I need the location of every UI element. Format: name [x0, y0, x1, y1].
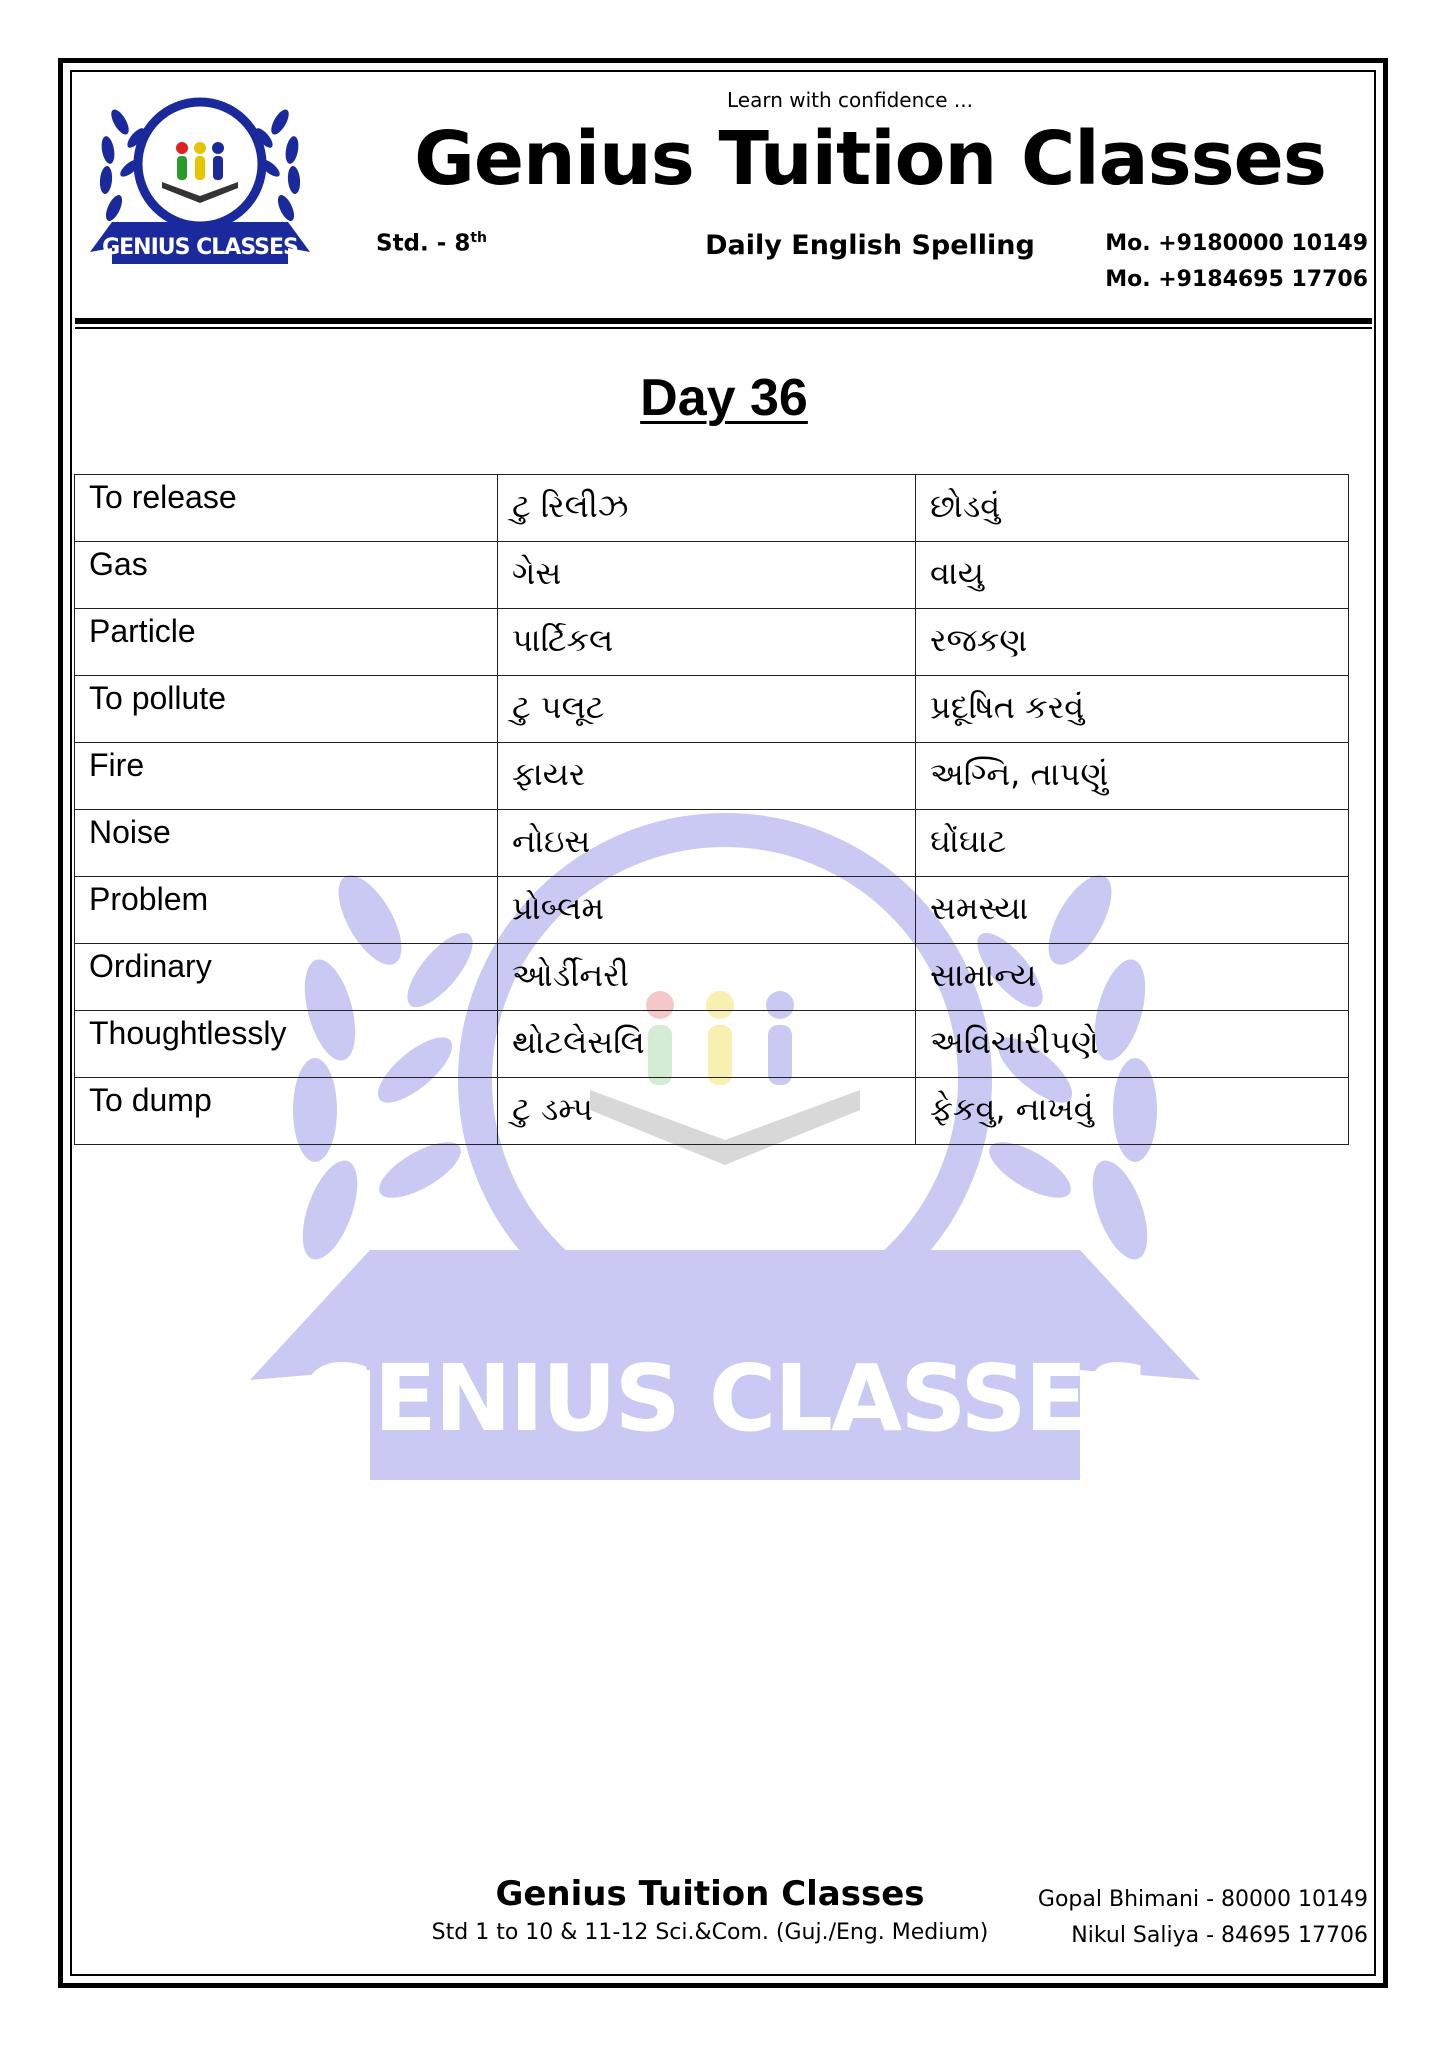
footer-contact-1: Gopal Bhimani - 80000 10149 [1037, 1887, 1368, 1912]
table-row [75, 1078, 1349, 1145]
header-divider-thin [75, 327, 1372, 329]
logo-text: GENIUS CLASSES [102, 235, 298, 260]
brand-title: Genius Tuition Classes [414, 116, 1326, 202]
table-row [75, 877, 1349, 944]
english-word-cell: Thoughtlessly [75, 1011, 498, 1078]
tagline: Learn with confidence ... [727, 88, 973, 112]
english-word-cell: To release [75, 475, 498, 542]
table-row [75, 810, 1349, 877]
meaning-cell: ઘોંઘાટ [916, 810, 1349, 877]
pronunciation-cell: ટુ રિલીઝ [498, 475, 916, 542]
table-row [75, 542, 1349, 609]
meaning-cell: છોડવું [916, 475, 1349, 542]
day-title: Day 36 [640, 369, 808, 427]
english-word-cell: Ordinary [75, 944, 498, 1011]
watermark-text: GENIUS CLASSES [300, 1345, 1150, 1452]
table-row [75, 1011, 1349, 1078]
pronunciation-cell: થોટલેસલિ [498, 1011, 916, 1078]
header-divider-thick [75, 318, 1372, 324]
contact-1: Mo. +9180000 10149 [1105, 231, 1368, 256]
std-label: Std. - [376, 230, 447, 257]
pronunciation-cell: નોઇસ [498, 810, 916, 877]
english-word-cell: Problem [75, 877, 498, 944]
pronunciation-cell: પ્રોબ્લમ [498, 877, 916, 944]
meaning-cell: અગ્નિ, તાપણું [916, 743, 1349, 810]
english-word-cell: Noise [75, 810, 498, 877]
table-row [75, 743, 1349, 810]
std-suffix: th [470, 230, 488, 246]
subject-label: Daily English Spelling [705, 230, 1035, 261]
english-word-cell: To dump [75, 1078, 498, 1145]
table-row [75, 944, 1349, 1011]
pronunciation-cell: ફાયર [498, 743, 916, 810]
meaning-cell: સામાન્ય [916, 944, 1349, 1011]
pronunciation-cell: ઓર્ડીનરી [498, 944, 916, 1011]
meaning-cell: રજકણ [916, 609, 1349, 676]
meaning-cell: અવિચારીપણે [916, 1011, 1349, 1078]
standard-label [376, 230, 487, 257]
footer-brand: Genius Tuition Classes [495, 1874, 925, 1914]
std-value: 8 [454, 230, 471, 257]
footer-subtitle: Std 1 to 10 & 11-12 Sci.&Com. (Guj./Eng. Medium) [431, 1920, 989, 1945]
english-word-cell: Particle [75, 609, 498, 676]
contact-2: Mo. +9184695 17706 [1105, 267, 1368, 292]
meaning-cell: પ્રદૂષિત કરવું [916, 676, 1349, 743]
pronunciation-cell: ટુ પલૂટ [498, 676, 916, 743]
table-row [75, 609, 1349, 676]
table-row [75, 676, 1349, 743]
pronunciation-cell: ટુ ડમ્પ [498, 1078, 916, 1145]
english-word-cell: Gas [75, 542, 498, 609]
vocabulary-table [74, 474, 1349, 1145]
meaning-cell: વાયુ [916, 542, 1349, 609]
table-row [75, 475, 1349, 542]
english-word-cell: Fire [75, 743, 498, 810]
footer-contacts [1038, 1882, 1368, 1954]
english-word-cell: To pollute [75, 676, 498, 743]
meaning-cell: ફેકવુ, નાખવું [916, 1078, 1349, 1145]
footer-contact-2: Nikul Saliya - 84695 17706 [1071, 1923, 1368, 1948]
genius-classes-logo [90, 92, 310, 267]
header-contacts [1105, 226, 1368, 298]
pronunciation-cell: પાર્ટિકલ [498, 609, 916, 676]
meaning-cell: સમસ્યા [916, 877, 1349, 944]
pronunciation-cell: ગેસ [498, 542, 916, 609]
